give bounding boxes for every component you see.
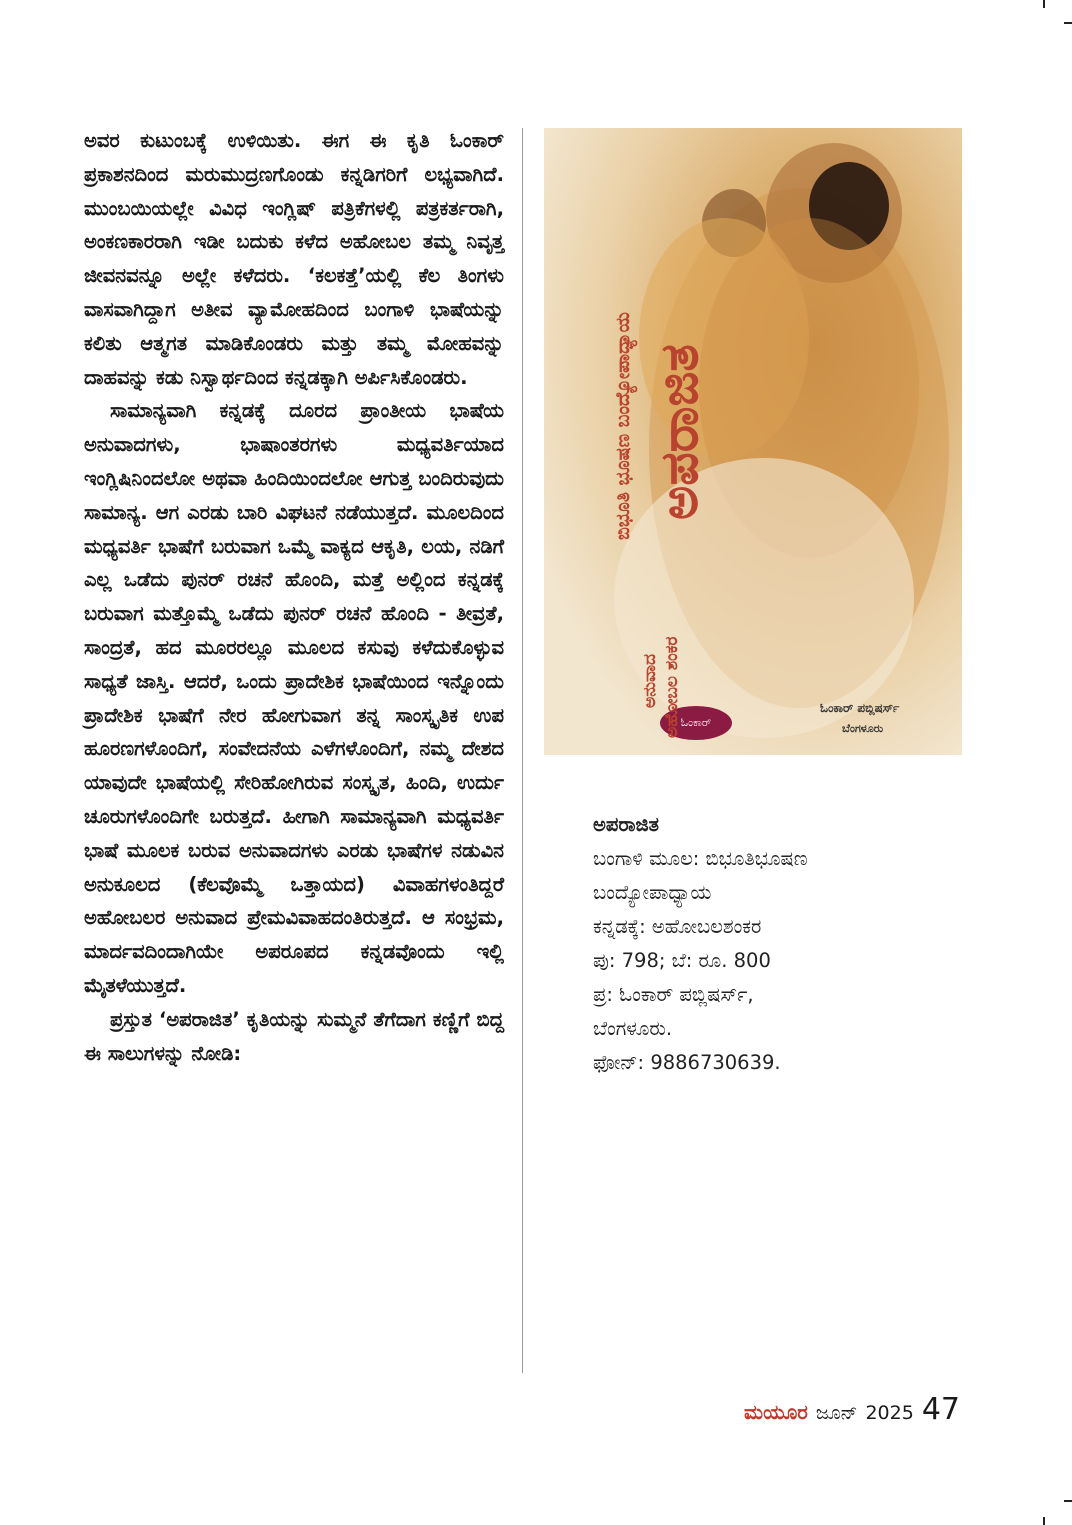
book-info: [593, 808, 973, 1080]
magazine-brand: ಮಯೂರ: [744, 1400, 808, 1424]
article-paragraph: ಸಾಮಾನ್ಯವಾಗಿ ಕನ್ನಡಕ್ಕೆ ದೂರದ ಪ್ರಾಂತೀಯ ಭಾಷೆಯ ಅನುವಾದಗಳು, ಭಾಷಾಂತರಗಳು ಮಧ್ಯವರ್ತಿಯಾದ ಇಂಗ್ಲಿಷಿನಿಂದಲೋ ಅಥವಾ ಹಿಂದಿಯಿಂದಲೋ ಆಗುತ್ತ ಬಂದಿರುವುದು ಸಾಮಾನ್ಯ. ಆಗ ಎರಡು ಬಾರಿ ವಿಘಟನೆ ನಡೆಯುತ್ತದೆ. ಮೂಲದಿಂದ ಮಧ್ಯವರ್ತಿ ಭಾಷೆಗೆ ಬರುವಾಗ ಒಮ್ಮೆ ವಾಕ್ಯದ ಆಕೃತಿ, ಲಯ, ನಡಿಗೆ ಎಲ್ಲ ಒಡೆದು ಪುನರ್ ರಚನೆ ಹೊಂದಿ, ಮತ್ತೆ ಅಲ್ಲಿಂದ ಕನ್ನಡಕ್ಕೆ ಬರುವಾಗ ಮತ್ತೊಮ್ಮೆ ಒಡೆದು ಪುನರ್ ರಚನೆ ಹೊಂದಿ - ತೀವ್ರತೆ, ಸಾಂದ್ರತೆ, ಹದ ಮೂರರಲ್ಲೂ ಮೂಲದ ಕಸುವು ಕಳೆದುಕೊಳ್ಳುವ ಸಾಧ್ಯತೆ ಜಾಸ್ತಿ. ಆದರೆ, ಒಂದು ಪ್ರಾದೇಶಿಕ ಭಾಷೆಯಿಂದ ಇನ್ನೊಂದು ಪ್ರಾದೇಶಿಕ ಭಾಷೆಗೆ ನೇರ ಹೋಗುವಾಗ ತನ್ನ ಸಾಂಸ್ಕೃತಿಕ ಉಪ ಹೂರಣಗಳೊಂದಿಗೆ, ಸಂವೇದನೆಯ ಎಳೆಗಳೊಂದಿಗೆ, ನಮ್ಮ ದೇಶದ ಯಾವುದೇ ಭಾಷೆಯಲ್ಲಿ ಸೇರಿಹೋಗಿರುವ ಸಂಸ್ಕೃತ, ಹಿಂದಿ, ಉರ್ದು ಚೂರುಗಳೊಂದಿಗೇ ಬರುತ್ತದೆ. ಹೀಗಾಗಿ ಸಾಮಾನ್ಯವಾಗಿ ಮಧ್ಯವರ್ತಿ ಭಾಷೆ ಮೂಲಕ ಬರುವ ಅನುವಾದಗಳು ಎರಡು ಭಾಷೆಗಳ ನಡುವಿನ ಅನುಕೂಲದ (ಕೆಲವೊಮ್ಮೆ ಒತ್ತಾಯದ) ವಿವಾಹಗಳಂತಿದ್ದರೆ ಅಹೋಬಲರ ಅನುವಾದ ಪ್ರೇಮವಿವಾಹದಂತಿರುತ್ತದೆ. ಆ ಸಂಭ್ರಮ, ಮಾರ್ದವದಿಂದಾಗಿಯೇ ಅಪರೂಪದ ಕನ್ನಡವೊಂದು ಇಲ್ಲಿ ಮೈತಳೆಯುತ್ತದೆ.: [84, 399, 504, 997]
page-footer: [744, 1392, 960, 1427]
book-cover: [544, 128, 962, 755]
cover-author: ಬಿಭೂತಿ ಭೂಷಣ ಬಂದ್ಯೋಪಾಧ್ಯಾಯ: [612, 311, 634, 540]
crop-mark: [1043, 0, 1045, 8]
book-info-line: ಕನ್ನಡಕ್ಕೆ: ಅಹೋಬಲಶಂಕರ: [593, 915, 762, 938]
page-number: 47: [921, 1392, 960, 1427]
cover-title: ಅಪರಾಜಿತ: [650, 344, 710, 520]
publisher-logo: ಓಂಕಾರ್: [660, 706, 732, 740]
book-title: ಅಪರಾಜಿತ: [593, 813, 659, 836]
crop-mark: [1043, 1517, 1045, 1525]
issue-year: 2025: [865, 1402, 914, 1424]
article-paragraph: ಅವರ ಕುಟುಂಬಕ್ಕೆ ಉಳಿಯಿತು. ಈಗ ಈ ಕೃತಿ ಓಂಕಾರ್ ಪ್ರಕಾಶನದಿಂದ ಮರುಮುದ್ರಣಗೊಂಡು ಕನ್ನಡಿಗರಿಗೆ ಲಭ್ಯವಾಗಿದೆ. ಮುಂಬಯಿಯಲ್ಲೇ ವಿವಿಧ ಇಂಗ್ಲಿಷ್ ಪತ್ರಿಕೆಗಳಲ್ಲಿ ಪತ್ರಕರ್ತರಾಗಿ, ಅಂಕಣಕಾರರಾಗಿ ಇಡೀ ಬದುಕು ಕಳೆದ ಅಹೋಬಲ ತಮ್ಮ ನಿವೃತ್ತ ಜೀವನವನ್ನೂ ಅಲ್ಲೇ ಕಳೆದರು. ‘ಕಲಕತ್ತೆ’ಯಲ್ಲಿ ಕೆಲ ತಿಂಗಳು ವಾಸವಾಗಿದ್ದಾಗ ಅತೀವ ವ್ಯಾಮೋಹದಿಂದ ಬಂಗಾಳಿ ಭಾಷೆಯನ್ನು ಕಲಿತು ಆತ್ಮಗತ ಮಾಡಿಕೊಂಡರು ಮತ್ತು ತಮ್ಮ ಮೋಹವನ್ನು ದಾಹವನ್ನು ಕಡು ನಿಸ್ವಾರ್ಥದಿಂದ ಕನ್ನಡಕ್ಕಾಗಿ ಅರ್ಪಿಸಿಕೊಂಡರು.: [84, 129, 504, 389]
article-paragraph: ಪ್ರಸ್ತುತ ‘ಅಪರಾಜಿತ’ ಕೃತಿಯನ್ನು ಸುಮ್ಮನೆ ತೆಗೆದಾಗ ಕಣ್ಣಿಗೆ ಬಿದ್ದ ಈ ಸಾಲುಗಳನ್ನು ನೋಡಿ:: [84, 1007, 504, 1065]
cover-publisher: ಓಂಕಾರ್ ಪಬ್ಲಿಷರ್ಸ್: [820, 701, 900, 715]
book-info-line: ಬೆಂಗಳೂರು.: [593, 1017, 673, 1040]
cover-translator: ಅಹೋಬಲ ಶಂಕರ: [662, 636, 682, 738]
book-info-line: ಫೋನ್: 9886730639.: [593, 1051, 781, 1074]
column-divider: [522, 128, 523, 1373]
cover-publisher-city: ಬೆಂಗಳೂರು: [842, 722, 884, 735]
crop-mark: [1064, 22, 1072, 24]
book-info-line: ಪು: 798; ಬೆ: ರೂ. 800: [593, 949, 771, 972]
issue-month: ಜೂನ್: [815, 1402, 858, 1424]
book-info-line: ಬಂಗಾಳಿ ಮೂಲ: ಬಿಭೂತಿಭೂಷಣ: [593, 847, 808, 870]
crop-mark: [1064, 1500, 1072, 1502]
article-column: [84, 124, 504, 1070]
book-info-line: ಪ್ರ: ಓಂಕಾರ್ ಪಬ್ಲಿಷರ್ಸ್,: [593, 983, 754, 1006]
cover-translation-label: ಅನುವಾದ: [640, 654, 660, 708]
cover-painting: [544, 128, 962, 755]
book-info-line: ಬಂದ್ಯೋಪಾಧ್ಯಾಯ: [593, 881, 712, 904]
